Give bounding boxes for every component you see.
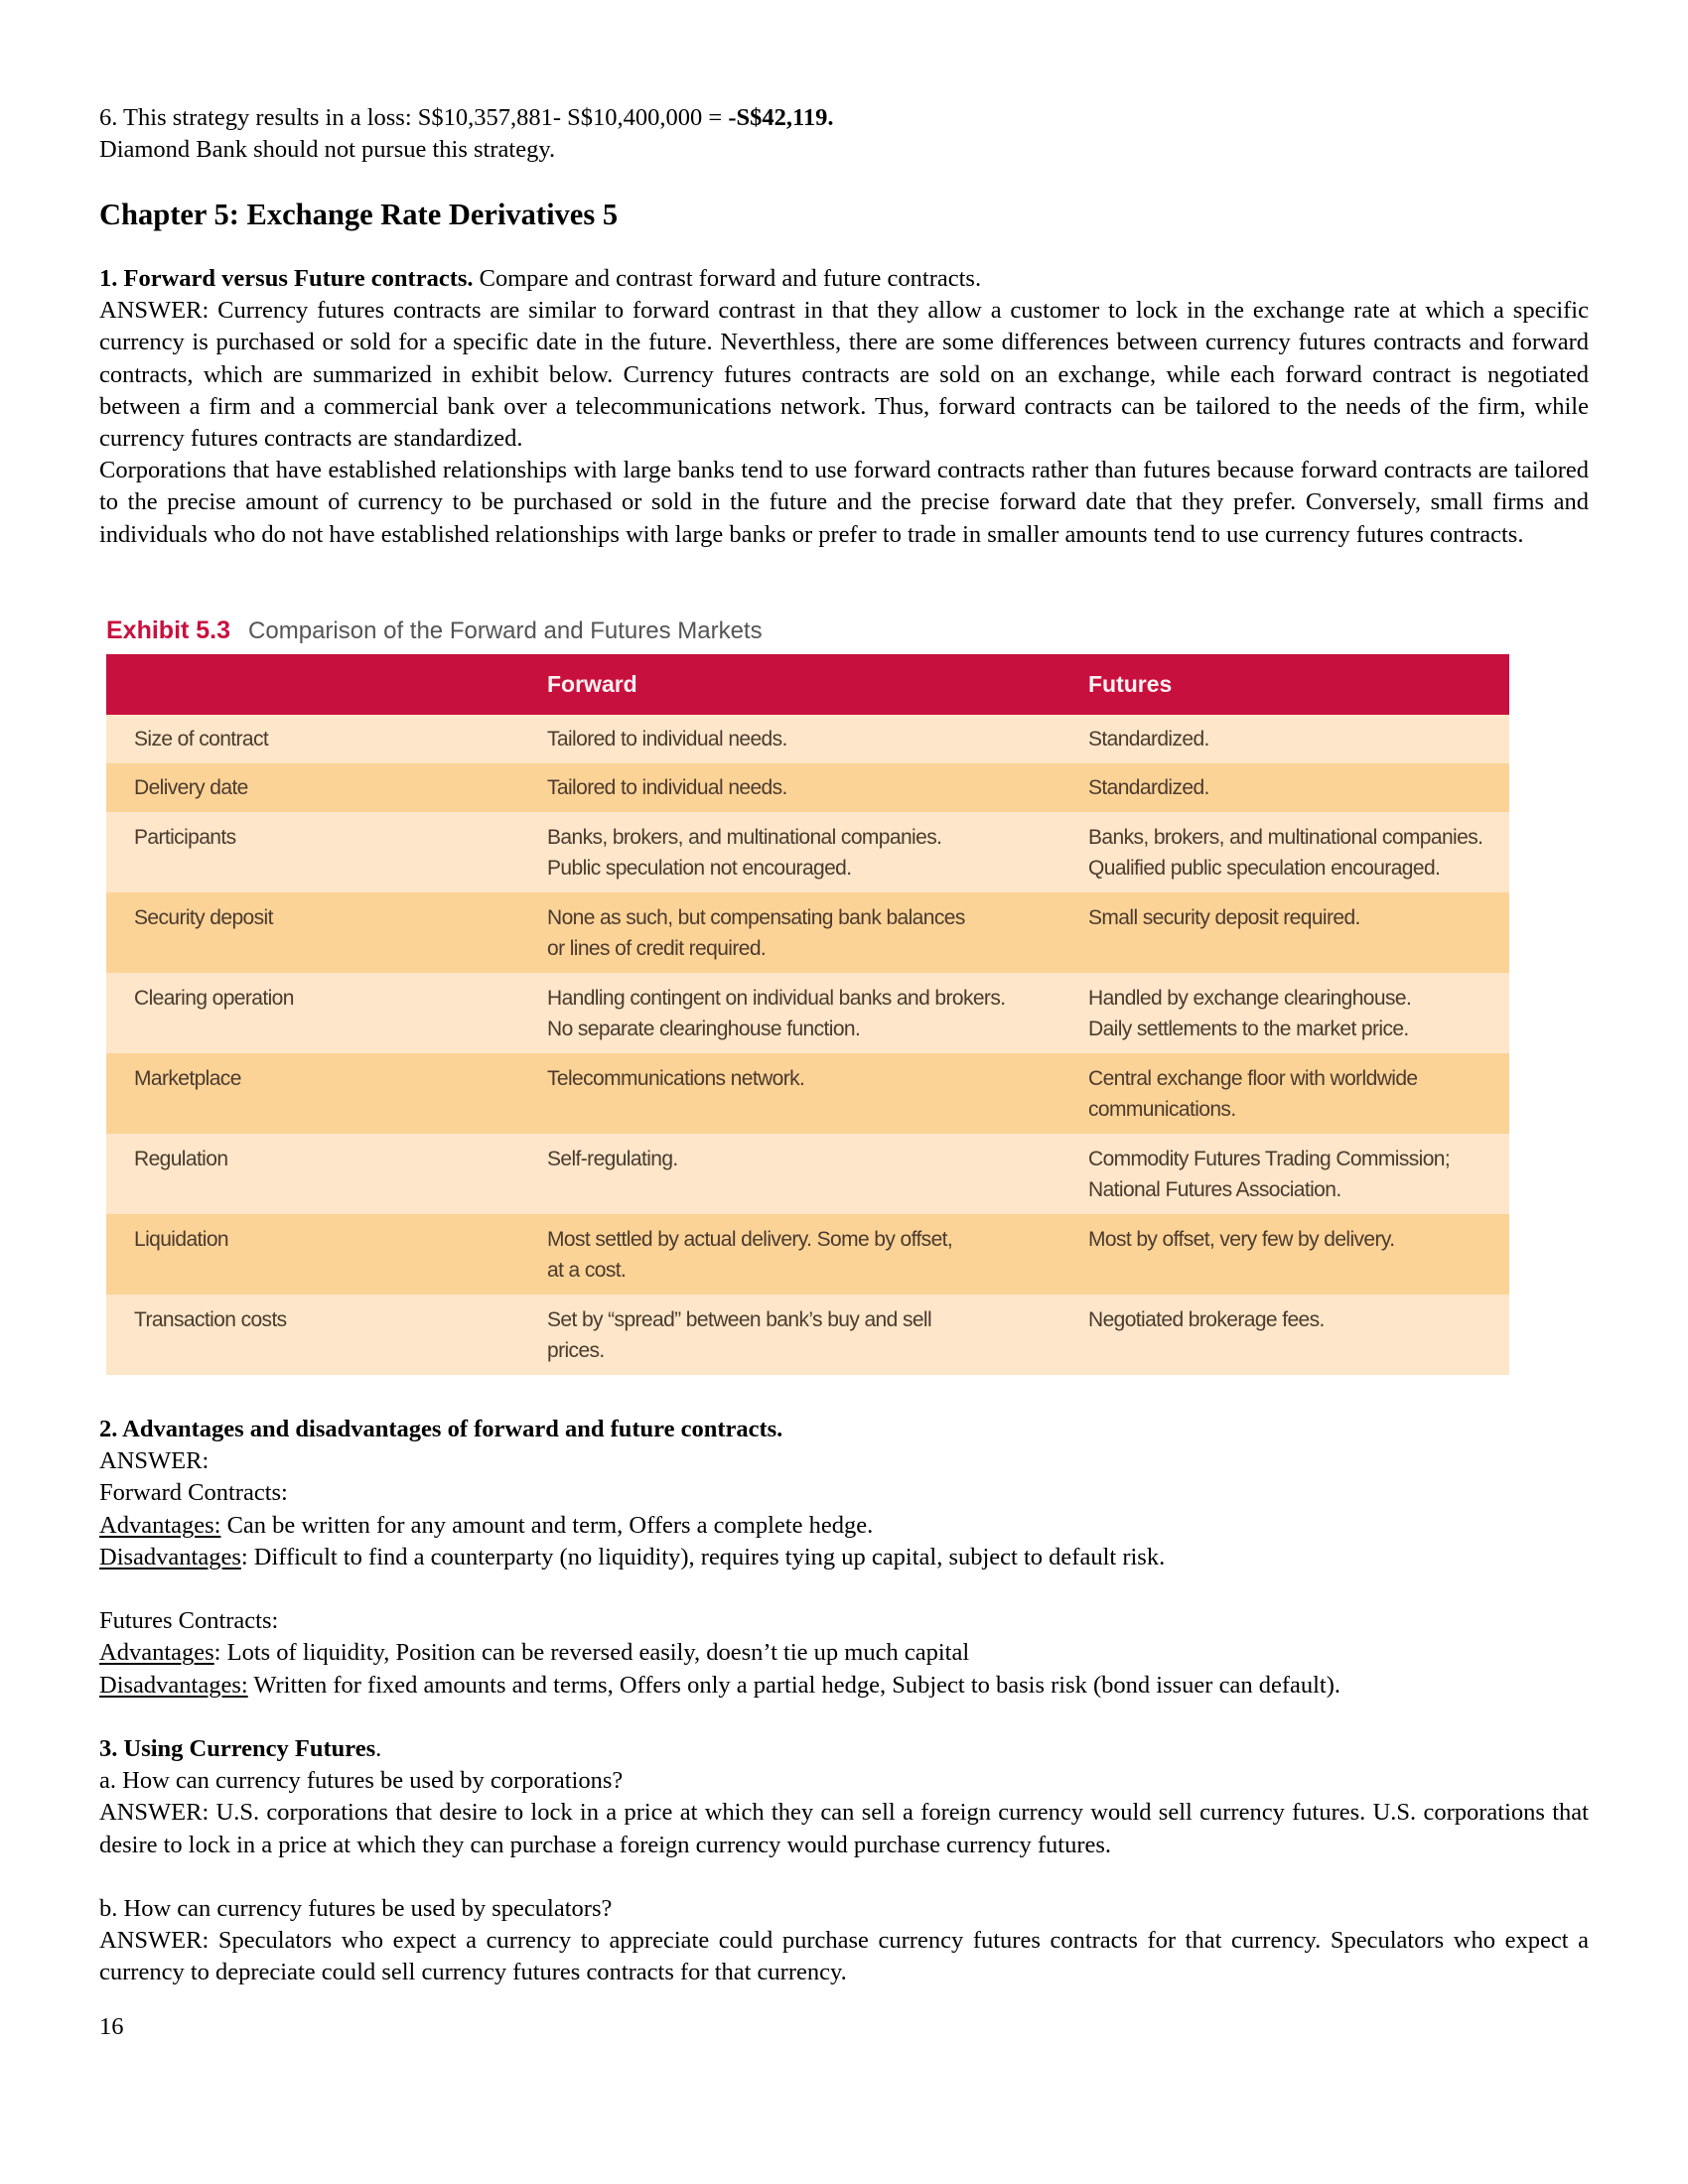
question-1-title: 1. Forward versus Future contracts. Compare and contrast forward and future contracts. [99, 265, 982, 292]
row-futures: Small security deposit required. [1088, 892, 1509, 973]
question-1 [99, 263, 1589, 551]
row-forward: Most settled by actual delivery. Some by offset, at a cost. [519, 1214, 1088, 1295]
previous-answer-conclusion [99, 102, 1589, 166]
question-2-answer-label: ANSWER: [99, 1447, 210, 1475]
recommendation-line: Diamond Bank should not pursue this strategy. [99, 136, 556, 164]
row-forward: Tailored to individual needs. [519, 715, 1088, 763]
column-header-forward: Forward [519, 654, 1088, 715]
exhibit-label: Exhibit 5.3 [106, 616, 231, 644]
spacer [99, 1573, 1589, 1605]
table-row [106, 1134, 1509, 1214]
exhibit-caption [106, 615, 763, 646]
row-forward: Banks, brokers, and multinational companies. Public speculation not encouraged. [519, 812, 1088, 892]
question-3a: a. How can currency futures be used by corporations? [99, 1767, 624, 1795]
table-row [106, 1214, 1509, 1295]
row-futures: Commodity Futures Trading Commission; National Futures Association. [1088, 1134, 1509, 1214]
question-2 [99, 1414, 1589, 1989]
forward-disadvantages: Disadvantages: Difficult to find a counterparty (no liquidity), requires tying up capital, subject to default risk. [99, 1543, 1166, 1570]
loss-amount: -S$42,119. [728, 104, 834, 131]
question-1-answer-paragraph-2: Corporations that have established relationships with large banks tend to use forward contracts rather than futures because forward contracts are tailored to the precise amount of currency to be purchased or sold in the future and the precise forward date that they prefer. Conversely, small firms and individuals who do not have established relationships with large banks or prefer to trade in smaller amounts tend to use currency futures contracts. [99, 457, 1589, 548]
page-number: 16 [99, 2013, 124, 2040]
row-aspect: Transaction costs [106, 1295, 519, 1375]
question-1-answer-paragraph-1: ANSWER: Currency futures contracts are similar to forward contrast in that they allow a customer to lock in the exchange rate at which a specific currency is purchased or sold for a specific date in the future. Neverthless, there are some differences between currency futures contracts and forward contracts, which are summarized in exhibit below. Currency futures contracts are sold on an exchange, while each forward contract is negotiated between a firm and a commercial bank over a telecommunications network. Thus, forward contracts can be tailored to the needs of the firm, while currency futures contracts are standardized. [99, 297, 1589, 453]
row-forward: None as such, but compensating bank balances or lines of credit required. [519, 892, 1088, 973]
forward-contracts-heading: Forward Contracts: [99, 1479, 288, 1507]
row-forward: Self-regulating. [519, 1134, 1088, 1214]
spacer [99, 1861, 1589, 1893]
question-3b-answer: ANSWER: Speculators who expect a currency to appreciate could purchase currency futures contracts for that currency. Speculators who expect a currency to depreciate could sell currency futures contracts for that currency. [99, 1927, 1589, 1986]
row-futures: Negotiated brokerage fees. [1088, 1295, 1509, 1375]
table-row [106, 892, 1509, 973]
row-aspect: Size of contract [106, 715, 519, 763]
row-forward: Tailored to individual needs. [519, 763, 1088, 812]
row-futures: Standardized. [1088, 715, 1509, 763]
futures-advantages: Advantages: Lots of liquidity, Position can be reversed easily, doesn’t tie up much capital [99, 1639, 970, 1667]
row-aspect: Delivery date [106, 763, 519, 812]
question-2-title: 2. Advantages and disadvantages of forward and future contracts. [99, 1416, 783, 1442]
table-row [106, 1295, 1509, 1375]
row-futures: Handled by exchange clearinghouse. Daily settlements to the market price. [1088, 973, 1509, 1053]
exhibit-caption-text: Comparison of the Forward and Futures Markets [248, 617, 763, 644]
table-row [106, 763, 1509, 812]
futures-contracts-heading: Futures Contracts: [99, 1607, 279, 1635]
row-aspect: Security deposit [106, 892, 519, 973]
row-aspect: Participants [106, 812, 519, 892]
futures-disadvantages: Disadvantages: Written for fixed amounts and terms, Offers only a partial hedge, Subject to basis risk (bond issuer can default). [99, 1671, 1341, 1699]
question-3a-answer: ANSWER: U.S. corporations that desire to lock in a price at which they can sell a foreign currency would sell currency futures. U.S. corporations that desire to lock in a price at which they can purchase a foreign currency would purchase currency futures. [99, 1799, 1589, 1858]
forward-advantages: Advantages: Can be written for any amount and term, Offers a complete hedge. [99, 1511, 874, 1539]
question-3b: b. How can currency futures be used by speculators? [99, 1895, 613, 1923]
spacer [99, 1702, 1589, 1733]
chapter-heading: Chapter 5: Exchange Rate Derivatives 5 [99, 198, 619, 231]
table-header-row [106, 654, 1509, 715]
row-aspect: Liquidation [106, 1214, 519, 1295]
table-row [106, 973, 1509, 1053]
column-header-aspect [106, 654, 519, 715]
table-row [106, 812, 1509, 892]
row-futures: Most by offset, very few by delivery. [1088, 1214, 1509, 1295]
row-aspect: Marketplace [106, 1053, 519, 1134]
row-futures: Banks, brokers, and multinational companies. Qualified public speculation encouraged. [1088, 812, 1509, 892]
forward-vs-futures-table [106, 654, 1509, 1375]
question-3-title: 3. Using Currency Futures. [99, 1735, 382, 1763]
row-aspect: Regulation [106, 1134, 519, 1214]
row-futures: Central exchange floor with worldwide communications. [1088, 1053, 1509, 1134]
column-header-futures: Futures [1088, 654, 1509, 715]
row-forward: Telecommunications network. [519, 1053, 1088, 1134]
row-forward: Set by “spread” between bank’s buy and sell prices. [519, 1295, 1088, 1375]
table-row [106, 715, 1509, 763]
table-row [106, 1053, 1509, 1134]
row-forward: Handling contingent on individual banks and brokers. No separate clearinghouse function. [519, 973, 1088, 1053]
row-aspect: Clearing operation [106, 973, 519, 1053]
loss-calculation-line: 6. This strategy results in a loss: S$10,357,881- S$10,400,000 = -S$42,119. [99, 104, 834, 131]
row-futures: Standardized. [1088, 763, 1509, 812]
